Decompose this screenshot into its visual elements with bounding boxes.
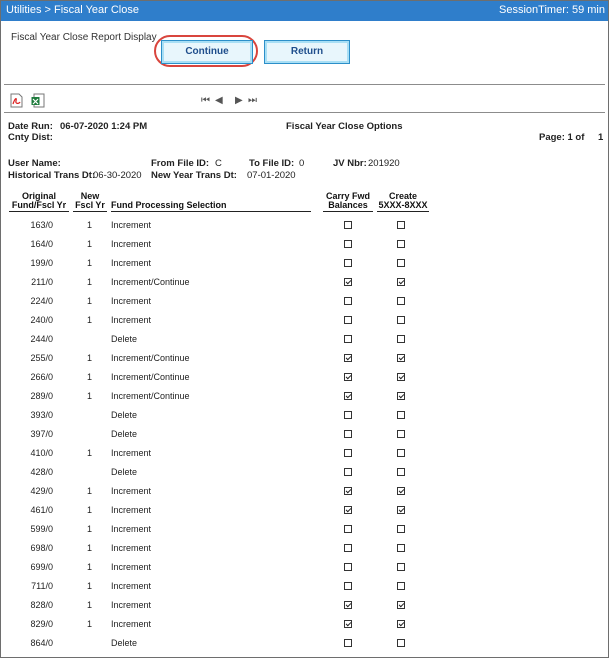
carry-fwd-checkbox[interactable] <box>344 487 352 495</box>
create-checkbox[interactable] <box>397 259 405 267</box>
new-year-value: 07-01-2020 <box>247 170 296 181</box>
continue-button[interactable]: Continue <box>161 40 253 64</box>
create-checkbox[interactable] <box>397 297 405 305</box>
processing-selection-cell: Increment/Continue <box>111 372 190 382</box>
processing-selection-cell: Delete <box>111 429 138 439</box>
carry-fwd-checkbox[interactable] <box>344 297 352 305</box>
col-carry-line1: Carry Fwd <box>325 191 370 201</box>
carry-fwd-checkbox[interactable] <box>344 392 352 400</box>
create-checkbox[interactable] <box>397 620 405 628</box>
processing-selection-cell: Increment/Continue <box>111 391 190 401</box>
carry-fwd-checkbox[interactable] <box>344 639 352 647</box>
create-checkbox[interactable] <box>397 449 405 457</box>
jv-label: JV Nbr: <box>333 158 367 169</box>
from-file-label: From File ID: <box>151 158 210 169</box>
fund-cell: 698/0 <box>30 543 53 553</box>
col-carry-underline <box>323 211 373 212</box>
fund-cell: 410/0 <box>30 448 53 458</box>
processing-selection-cell: Delete <box>111 467 138 477</box>
create-checkbox[interactable] <box>397 506 405 514</box>
fund-cell: 266/0 <box>30 372 53 382</box>
carry-fwd-checkbox[interactable] <box>344 430 352 438</box>
fund-cell: 864/0 <box>30 638 53 648</box>
processing-selection-cell: Increment <box>111 239 152 249</box>
carry-fwd-checkbox[interactable] <box>344 221 352 229</box>
fund-cell: 199/0 <box>30 258 53 268</box>
pdf-icon[interactable] <box>10 93 23 108</box>
carry-fwd-checkbox[interactable] <box>344 506 352 514</box>
col-new-line2: Fscl Yr <box>75 200 105 210</box>
col-create-line2: 5XXX-8XXX <box>378 200 428 210</box>
carry-fwd-checkbox[interactable] <box>344 316 352 324</box>
carry-fwd-checkbox[interactable] <box>344 335 352 343</box>
processing-selection-cell: Increment <box>111 296 152 306</box>
carry-fwd-checkbox[interactable] <box>344 620 352 628</box>
col-create-underline <box>377 211 429 212</box>
carry-fwd-checkbox[interactable] <box>344 468 352 476</box>
carry-fwd-checkbox[interactable] <box>344 601 352 609</box>
new-fscl-yr-cell: 1 <box>87 543 93 553</box>
new-fscl-yr-cell: 1 <box>87 277 93 287</box>
create-checkbox[interactable] <box>397 582 405 590</box>
jv-value: 201920 <box>368 158 400 169</box>
date-run-value: 06-07-2020 1:24 PM <box>60 121 148 132</box>
carry-fwd-checkbox[interactable] <box>344 563 352 571</box>
new-fscl-yr-cell: 1 <box>87 315 93 325</box>
carry-fwd-checkbox[interactable] <box>344 373 352 381</box>
session-timer: SessionTimer: 59 min <box>499 4 605 16</box>
carry-fwd-checkbox[interactable] <box>344 259 352 267</box>
carry-fwd-checkbox[interactable] <box>344 240 352 248</box>
carry-fwd-checkbox[interactable] <box>344 525 352 533</box>
processing-selection-cell: Increment <box>111 315 152 325</box>
fund-cell: 289/0 <box>30 391 53 401</box>
fund-cell: 255/0 <box>30 353 53 363</box>
col-fund: Fund Processing Selection <box>111 200 227 210</box>
new-fscl-yr-cell: 1 <box>87 505 93 515</box>
create-checkbox[interactable] <box>397 240 405 248</box>
processing-selection-cell: Increment <box>111 505 152 515</box>
processing-selection-cell: Delete <box>111 410 138 420</box>
return-button[interactable]: Return <box>264 40 350 64</box>
create-checkbox[interactable] <box>397 525 405 533</box>
breadcrumb[interactable]: Utilities > Fiscal Year Close <box>6 4 139 16</box>
col-carry <box>323 192 373 210</box>
processing-selection-cell: Increment <box>111 600 152 610</box>
create-checkbox[interactable] <box>397 316 405 324</box>
cnty-dist-label: Cnty Dist: <box>8 132 53 143</box>
date-run-label: Date Run: <box>8 121 53 132</box>
col-original-line1: Original <box>21 191 56 201</box>
new-fscl-yr-cell: 1 <box>87 258 93 268</box>
create-checkbox[interactable] <box>397 563 405 571</box>
new-fscl-yr-cell: 1 <box>87 562 93 572</box>
fund-cell: 828/0 <box>30 600 53 610</box>
historical-value: 06-30-2020 <box>93 170 142 181</box>
new-fscl-yr-cell: 1 <box>87 448 93 458</box>
user-name-label: User Name: <box>8 158 61 169</box>
new-fscl-yr-cell: 1 <box>87 486 93 496</box>
processing-selection-cell: Increment <box>111 448 152 458</box>
create-checkbox[interactable] <box>397 354 405 362</box>
carry-fwd-checkbox[interactable] <box>344 278 352 286</box>
divider <box>4 112 605 113</box>
create-checkbox[interactable] <box>397 430 405 438</box>
processing-selection-cell: Delete <box>111 334 138 344</box>
new-fscl-yr-cell: 1 <box>87 619 93 629</box>
fund-cell: 163/0 <box>30 220 53 230</box>
carry-fwd-checkbox[interactable] <box>344 354 352 362</box>
report-title: Fiscal Year Close Options <box>286 121 403 132</box>
processing-selection-cell: Delete <box>111 638 138 648</box>
create-checkbox[interactable] <box>397 601 405 609</box>
processing-selection-cell: Increment <box>111 486 152 496</box>
fund-cell: 397/0 <box>30 429 53 439</box>
page-total: 1 <box>598 132 604 143</box>
historical-label: Historical Trans Dt: <box>8 170 96 181</box>
fund-cell: 211/0 <box>31 277 53 287</box>
processing-selection-cell: Increment <box>111 524 152 534</box>
to-file-value: 0 <box>299 158 305 169</box>
first-page-icon[interactable]: ⏮ <box>201 95 210 106</box>
fund-cell: 393/0 <box>30 410 53 420</box>
fund-cell: 240/0 <box>30 315 53 325</box>
fund-cell: 164/0 <box>30 239 53 249</box>
col-original <box>9 192 69 210</box>
carry-fwd-checkbox[interactable] <box>344 582 352 590</box>
new-fscl-yr-cell: 1 <box>87 220 93 230</box>
fund-cell: 829/0 <box>30 619 53 629</box>
col-create <box>377 192 429 210</box>
from-file-value: C <box>215 158 222 169</box>
col-new-underline <box>73 211 107 212</box>
processing-selection-cell: Increment <box>111 220 152 230</box>
create-checkbox[interactable] <box>397 278 405 286</box>
col-new-line1: New <box>80 191 100 201</box>
divider <box>4 84 605 85</box>
fund-cell: 461/0 <box>30 505 53 515</box>
prev-page-icon[interactable]: ◀ <box>215 95 223 106</box>
processing-selection-cell: Increment <box>111 543 152 553</box>
create-checkbox[interactable] <box>397 411 405 419</box>
create-checkbox[interactable] <box>397 468 405 476</box>
create-checkbox[interactable] <box>397 373 405 381</box>
new-year-label: New Year Trans Dt: <box>151 170 237 181</box>
new-fscl-yr-cell: 1 <box>87 581 93 591</box>
col-original-line2: Fund/Fscl Yr <box>11 200 67 210</box>
fund-cell: 711/0 <box>31 581 53 591</box>
carry-fwd-checkbox[interactable] <box>344 449 352 457</box>
col-create-line1: Create <box>388 191 417 201</box>
carry-fwd-checkbox[interactable] <box>344 544 352 552</box>
create-checkbox[interactable] <box>397 487 405 495</box>
fund-cell: 428/0 <box>30 467 53 477</box>
processing-selection-cell: Increment <box>111 581 152 591</box>
create-checkbox[interactable] <box>397 335 405 343</box>
new-fscl-yr-cell: 1 <box>87 239 93 249</box>
fund-cell: 429/0 <box>30 486 53 496</box>
processing-selection-cell: Increment/Continue <box>111 353 190 363</box>
col-carry-line2: Balances <box>328 200 368 210</box>
processing-selection-cell: Increment <box>111 562 152 572</box>
carry-fwd-checkbox[interactable] <box>344 411 352 419</box>
page-label: Page: 1 of <box>539 132 585 143</box>
new-fscl-yr-cell: 1 <box>87 524 93 534</box>
new-fscl-yr-cell: 1 <box>87 391 93 401</box>
fund-cell: 699/0 <box>30 562 53 572</box>
new-fscl-yr-cell: 1 <box>87 353 93 363</box>
to-file-label: To File ID: <box>249 158 295 169</box>
new-fscl-yr-cell: 1 <box>87 372 93 382</box>
fund-cell: 244/0 <box>30 334 53 344</box>
create-checkbox[interactable] <box>397 639 405 647</box>
create-checkbox[interactable] <box>397 392 405 400</box>
processing-selection-cell: Increment/Continue <box>111 277 190 287</box>
new-fscl-yr-cell: 1 <box>87 600 93 610</box>
last-page-icon[interactable]: ⏭ <box>248 95 257 106</box>
fund-cell: 224/0 <box>30 296 53 306</box>
create-checkbox[interactable] <box>397 221 405 229</box>
processing-selection-cell: Increment <box>111 619 152 629</box>
next-page-icon[interactable]: ▶ <box>235 95 243 106</box>
create-checkbox[interactable] <box>397 544 405 552</box>
processing-selection-cell: Increment <box>111 258 152 268</box>
col-original-underline <box>9 211 69 212</box>
new-fscl-yr-cell: 1 <box>87 296 93 306</box>
col-new <box>73 192 107 210</box>
page-title: Fiscal Year Close Report Display <box>11 32 157 43</box>
title-bar <box>1 1 608 21</box>
excel-icon[interactable] <box>31 93 45 108</box>
fund-cell: 599/0 <box>30 524 53 534</box>
col-fund-underline <box>111 211 311 212</box>
